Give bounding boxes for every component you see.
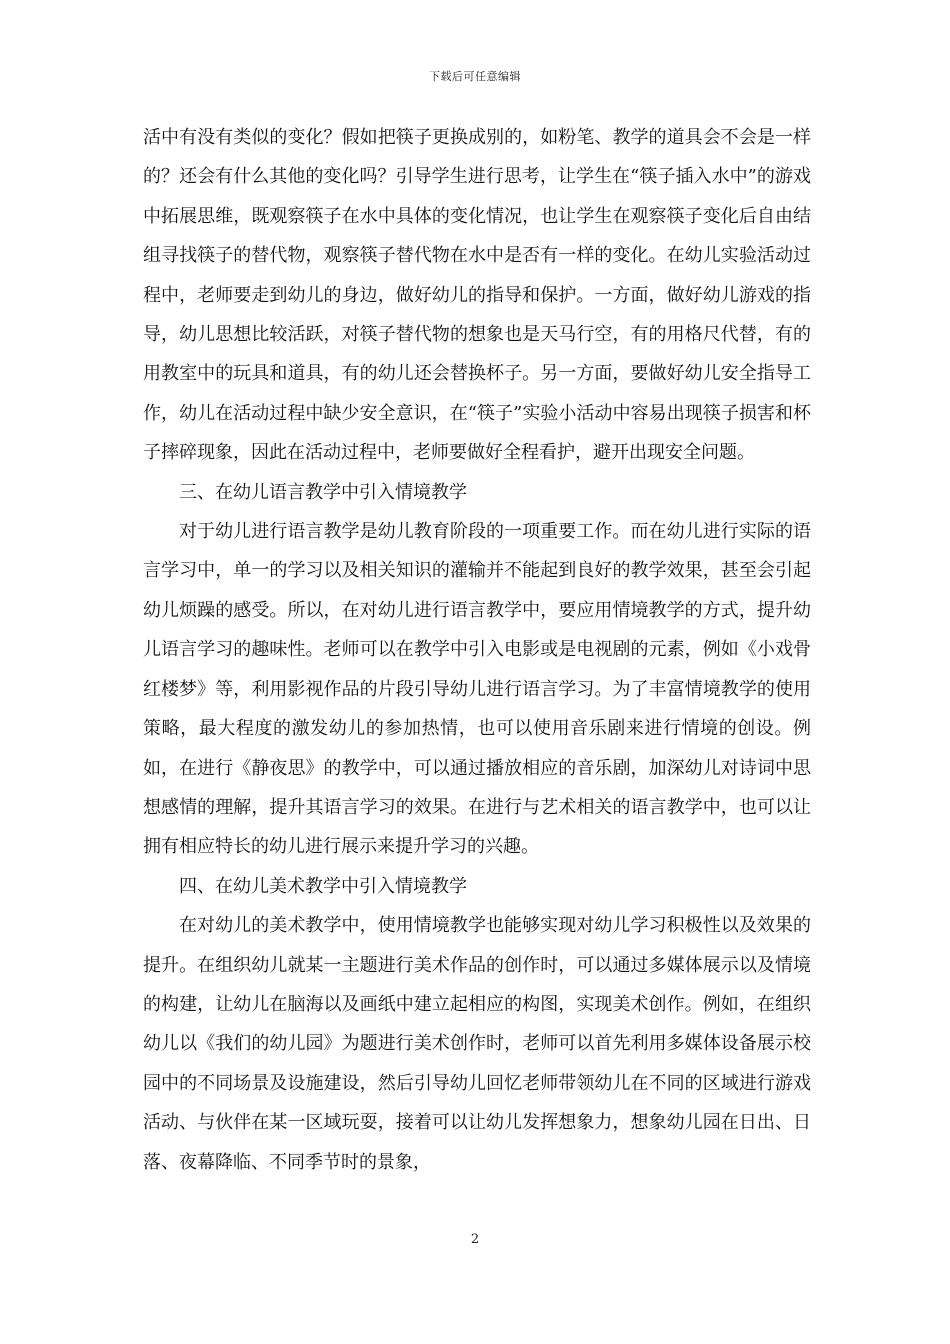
section-heading-3: 三、在幼儿语言教学中引入情境教学: [179, 481, 467, 503]
paragraph-art-teaching: 在对幼儿的美术教学中，使用情境教学也能够实现对幼儿学习积极性以及效果的提升。在组织幼儿就某一主题进行美术作品的创作时，可以通过多媒体展示以及情境的构建，让幼儿在脑海以及画纸中建立起相应的构图，实现美术创作。例如，在组织幼儿以《我们的幼儿园》为题进行美术创作时，老师可以首先利用多媒体设备展示校园中的不同场景及设施建设，然后引导幼儿回忆老师带领幼儿在不同的区域进行游戏活动、与伙伴在某一区域玩耍，接着可以让幼儿发挥想象力，想象幼儿园在日出、日落、夜幕降临、不同季节时的景象，: [143, 915, 811, 1173]
paragraph-language-teaching: 对于幼儿进行语言教学是幼儿教育阶段的一项重要工作。而在幼儿进行实际的语言学习中，单一的学习以及相关知识的灌输并不能起到良好的教学效果，甚至会引起幼儿烦躁的感受。所以，在对幼儿进行语言教学中，要应用情境教学的方式，提升幼儿语言学习的趣味性。老师可以在教学中引入电影或是电视剧的元素，例如《小戏骨红楼梦》等，利用影视作品的片段引导幼儿进行语言学习。为了丰富情境教学的使用策略，最大程度的激发幼儿的参加热情，也可以使用音乐剧来进行情境的创设。例如，在进行《静夜思》的教学中，可以通过播放相应的音乐剧，加深幼儿对诗词中思想感情的理解，提升其语言学习的效果。在进行与艺术相关的语言教学中，也可以让拥有相应特长的幼儿进行展示来提升学习的兴趣。: [143, 521, 811, 858]
page-number: 2: [470, 1232, 480, 1247]
page-header: 下载后可任意编辑: [429, 70, 521, 83]
document-body: [143, 118, 811, 1182]
paragraph-continuation: 活中有没有类似的变化？假如把筷子更换成别的，如粉笔、教学的道具会不会是一样的？还会有什么其他的变化吗？引导学生进行思考，让学生在“筷子插入水中”的游戏中拓展思维，既观察筷子在水中具体的变化情况，也让学生在观察筷子变化后自由结组寻找筷子的替代物，观察筷子替代物在水中是否有一样的变化。在幼儿实验活动过程中，老师要走到幼儿的身边，做好幼儿的指导和保护。一方面，做好幼儿游戏的指导，幼儿思想比较活跃，对筷子替代物的想象也是天马行空，有的用格尺代替，有的用教室中的玩具和道具，有的幼儿还会替换杯子。另一方面，要做好幼儿安全指导工作，幼儿在活动过程中缺少安全意识，在“筷子”实验小活动中容易出现筷子损害和杯子摔碎现象，因此在活动过程中，老师要做好全程看护，避开出现安全问题。: [143, 127, 811, 464]
section-heading-4: 四、在幼儿美术教学中引入情境教学: [179, 875, 467, 897]
